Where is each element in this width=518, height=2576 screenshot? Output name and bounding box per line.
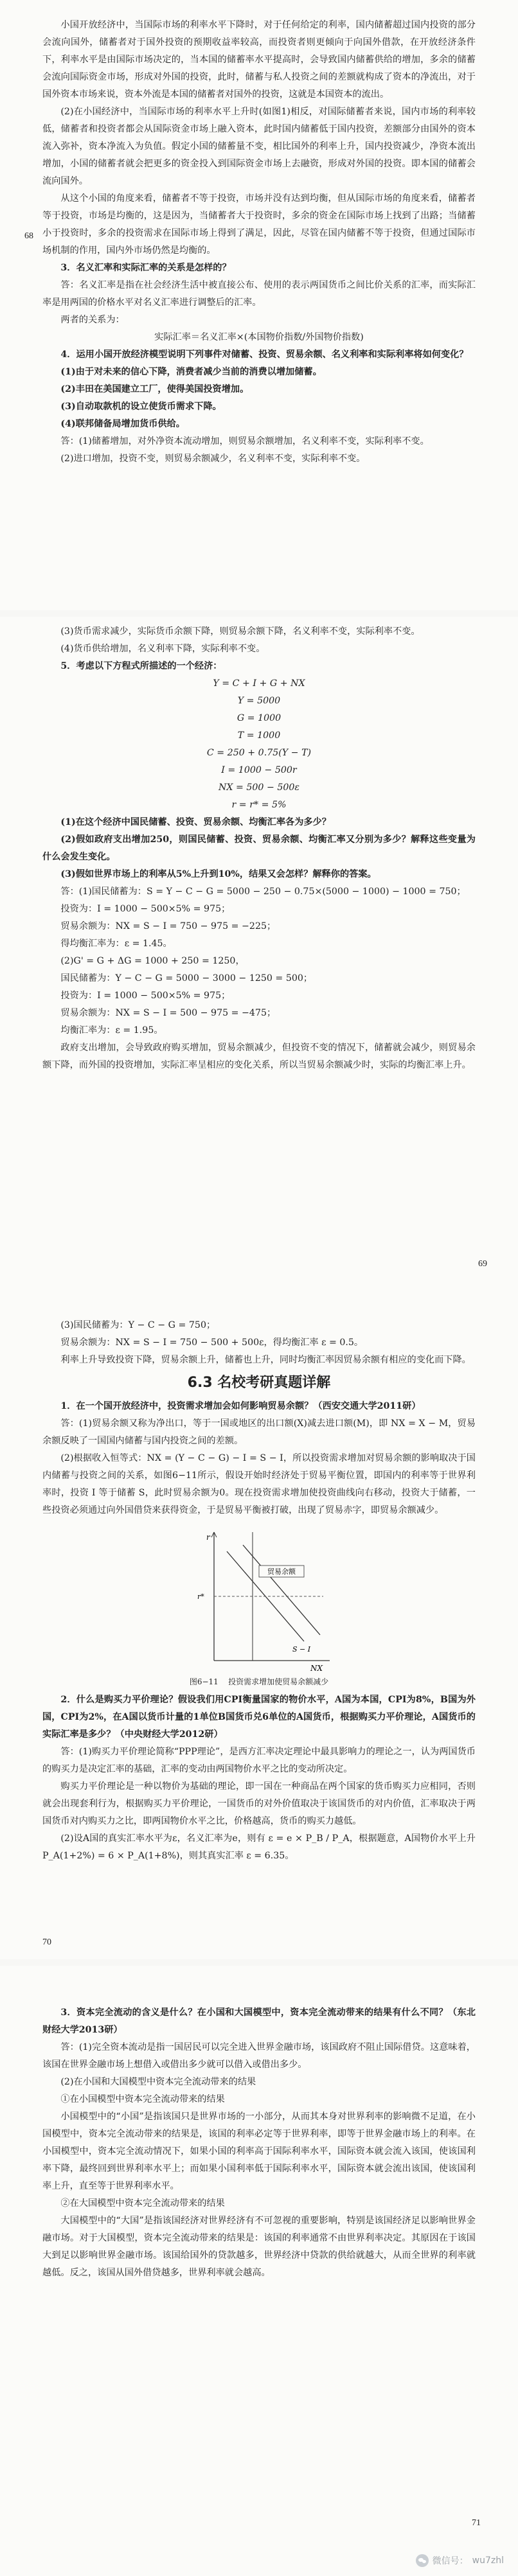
question-5-answer: 得均衡汇率为：ε = 1.45。 [60,939,172,949]
question-3-relation-intro: 两者的关系为： [60,315,125,325]
book-page-68 [0,0,518,610]
section-question-1-answer: (2)根据收入恒等式：NX = (Y − C − G) − I = S − I，所以投资需求增加对贸易余额的影响取决于国内储蓄与投资之间的关系，如图6−11所示，假设开始时经济处于贸易平衡位置，即国内的利率等于世界利率时，投资 I 等于储蓄 S，此时贸易余额为0。现在投资需求增加使投资曲线向右移动，投资大于储蓄，一些投资必须通过向外国借贷来获得资金，于是贸易平衡被打破，出现了贸易赤字，即贸易余额减少。 [42,1453,476,1515]
section-question-2-answer: (2)设A国的真实汇率水平为ε，名义汇率为e，则有 ε = e × P_B / P_A，根据题意，A国物价水平上升 P_A(1+2%) = 6 × P_A(1+8%)，则其真实汇率 ε = 6.35。 [42,1833,476,1861]
equation: G = 1000 [237,713,281,723]
page-number: 70 [42,1937,51,1947]
question-5-answer: (3)国民储蓄为：Y − C − G = 750； [60,1320,216,1330]
page-number: 68 [24,231,33,241]
wechat-icon [416,2554,429,2567]
trade-balance-figure [182,1526,336,1673]
section-question-3-title: 3．资本完全流动的含义是什么？在小国和大国模型中，资本完全流动带来的结果有什么不同？（东北财经大学2013研） [42,2007,476,2035]
figure-caption-text: 投资需求增加使贸易余额减少 [228,1677,329,1686]
question-5-answer: 投资为：I = 1000 − 500×5% = 975； [60,991,231,1001]
question-5-answer: 政府支出增加，会导致政府购买增加，贸易余额减少，但投资不变的情况下，储蓄就会减少，则贸易余额下降，而外国的投资增加，实际汇率呈相应的变化关系，所以当贸易余额减少时，实际的均衡汇率上升。 [42,1043,476,1070]
section-question-3-answer: ②在大国模型中资本完全流动带来的结果 [60,2198,225,2209]
question-5-answer: 国民储蓄为：Y − C − G = 5000 − 3000 − 1250 = 500； [60,973,313,984]
figure-caption [42,1676,476,1688]
question-4-answer: (2)进口增加，投资不变，则贸易余额减少，名义利率不变，实际利率不变。 [60,454,366,464]
paragraph: 小国开放经济中，当国际市场的利率水平下降时，对于任何给定的利率，国内储蓄超过国内投资的部分会流向国外，储蓄者对于国外投资的预期收益率较高，而投资者则更倾向于向国外借款，在开放经济条件下，利率水平是由国际市场决定的，当本国的储蓄率水平提高时，会导致国内储蓄供给的增加，多余的储蓄会流向国际资金市场，形成对外国的投资，此时，储蓄与私人投资之间的差额就构成了资本的净流出，对于国外资本市场来说，资本外流是本国的储蓄者对国外的投资，这就是本国资本的流出。 [42,20,476,100]
question-4-answer: (4)货币供给增加，名义利率下降，实际利率不变。 [60,644,265,654]
question-5-answer: 投资为：I = 1000 − 500×5% = 975； [60,904,231,914]
figure-number: 图6−11 [189,1677,219,1686]
section-question-1-title: 1．在一个国开放经济中，投资需求增加会如何影响贸易余额？（西安交通大学2011研） [60,1401,421,1411]
question-3-formula: 实际汇率＝名义汇率×(本国物价指数/外国物价指数) [154,332,364,342]
question-5-answer: 贸易余额为：NX = S − I = 500 − 975 = −475； [60,1008,276,1018]
section-question-3-answer: 答：(1)完全资本流动是指一国居民可以完全进入世界金融市场，该国政府不阻止国际借贷。这意味着，该国在世界金融市场上想借入或借出多少就可以借入或借出多少。 [42,2042,476,2070]
page-69-content [42,623,476,1074]
equation: r = r* = 5% [231,800,287,810]
watermark-prefix: 微信号： [432,2556,469,2566]
page-68-content [42,17,476,468]
section-question-1-answer: 答：(1)贸易余额又称为净出口，等于一国或地区的出口额(X)减去进口额(M)，即 NX = X − M，贸易余额反映了一国国内储蓄与国内投资之间的差额。 [42,1418,476,1446]
question-5-answer: 利率上升导致投资下降，贸易余额上升，储蓄也上升，同时均衡汇率因贸易余额有相应的变化而下降。 [60,1355,471,1365]
page-number: 69 [478,1259,487,1269]
question-5-answer: 贸易余额为：NX = S − I = 750 − 500 + 500ε，得均衡汇率 ε = 0.5。 [60,1337,364,1348]
question-5-sub: (1)在这个经济中国民储蓄、投资、贸易余额、均衡汇率各为多少？ [60,817,331,827]
book-page-71 [0,1966,518,2576]
x-axis-label: NX [310,1664,323,1673]
section-question-3-answer: 大国模型中的“大国”是指该国经济对世界经济有不可忽视的重要影响，特别是该国经济足以影响世界金融市场。对于大国模型，资本完全流动带来的结果是：该国的利率通常不由世界利率决定。其原因在于该国大到足以影响世界金融市场。该国给国外的贷款越多，世界经济中贷款的供给就越大，从而全世界的利率就越低。反之，该国从国外借贷越多，世界利率就会越高。 [42,2216,476,2278]
s-minus-i-label: S − I [292,1645,311,1654]
question-5-title: 5．考虑以下方程式所描述的一个经济： [60,661,222,671]
section-question-3-answer: ①在小国模型中资本完全流动带来的结果 [60,2094,225,2104]
question-3-title: 3．名义汇率和实际汇率的关系是怎样的？ [60,263,231,273]
equation: Y = C + I + G + NX [213,678,305,689]
section-question-2-answer: 购买力平价理论是一种以物价为基础的理论，即一国在一种商品在两个国家的货币购买力应相同，否则就会出现套利行为，根据购买力平价理论，一国货币的对外价值取决于该国货币的对内价值，汇率取决于两国货币对内购买力之比，即两国物价水平之比，价格越高，货币的购买力越低。 [42,1781,476,1826]
equation: I = 1000 − 500r [221,765,297,775]
equation: NX = 500 − 500ε [218,782,300,793]
question-3-answer: 答：名义汇率是指在社会经济生活中被直接公布、使用的表示两国货币之间比价关系的汇率，而实际汇率是用两国的价格水平对名义汇率进行调整后的汇率。 [42,280,476,308]
question-4-item: (2)丰田在美国建立工厂，使得美国投资增加。 [60,384,249,394]
question-4-item: (4)联邦储备局增加货币供给。 [60,419,185,429]
question-4-item: (1)由于对未来的信心下降，消费者减少当前的消费以增加储蓄。 [60,367,322,377]
world-rate-label: r* [197,1592,204,1601]
question-5-sub: (3)假如世界市场上的利率从5%上升到10%，结果又会怎样？解释你的答案。 [60,869,377,879]
section-question-2-title: 2．什么是购买力平价理论？假设我们用CPI衡量国家的物价水平，A国为本国，CPI为8%，B国为外国，CPI为2%，在A国以货币计量的1单位B国货币兑6单位的A国货币，根据购买力平价理论，A国货币的实际汇率是多少？（中央财经大学2012研） [42,1695,476,1740]
question-5-answer: (2)G' = G + ΔG = 1000 + 250 = 1250， [60,956,245,966]
section-question-3-answer: (2)在小国和大国模型中资本完全流动带来的结果 [60,2077,256,2087]
wechat-watermark [416,2554,504,2567]
question-5-answer: 均衡汇率为：ε = 1.95。 [60,1025,163,1036]
equation: T = 1000 [237,730,281,741]
question-4-item: (3)自动取款机的设立使货币需求下降。 [60,401,222,412]
trade-balance-diagram [182,1526,336,1673]
section-title: 6.3 名校考研真题详解 [187,1375,331,1391]
trade-balance-label: 贸易余额 [267,1567,296,1576]
question-4-answer: 答：(1)储蓄增加，对外净资本流动增加，则贸易余额增加，名义利率不变，实际利率不变。 [60,436,429,446]
y-axis-label: r [206,1533,210,1542]
s-minus-i-curve-shifted [243,1545,320,1635]
page-70-content [42,1317,476,1865]
book-page-69 [0,617,518,1291]
section-question-3-answer: 小国模型中的“小国”是指该国只是世界市场的一小部分，从而其本身对世界利率的影响微不足道，在小国模型中，资本完全流动带来的结果是，该国的利率必定等于世界利率，即等于世界金融市场上的利率。在小国模型中，资本完全流动情况下，如果小国的利率高于国际利率水平，国际资本就会流入该国，使该国利率下降，最终回到世界利率水平上；而如果小国利率低于国际利率水平，国际资本就会流出该国，使该国利率上升，直至等于世界利率水平。 [42,2112,476,2191]
question-5-sub: (2)假如政府支出增加250，则国民储蓄、投资、贸易余额、均衡汇率又分别为多少？解释这些变量为什么会发生变化。 [42,834,476,862]
page-number: 71 [472,2518,481,2528]
watermark-id: wu7zhl [472,2555,504,2566]
question-4-answer: (3)货币需求减少，实际货币余额下降，则贸易余额下降，名义利率不变，实际利率不变。 [60,626,420,637]
equation: C = 250 + 0.75(Y − T) [206,748,312,758]
question-4-title: 4．运用小国开放经济模型说明下列事件对储蓄、投资、贸易余额、名义利率和实际利率将如何变化？ [60,349,469,360]
section-question-2-answer: 答：(1)购买力平价理论简称“PPP理论”，是西方汇率决定理论中最具影响力的理论之一，认为两国货币的购买力是决定汇率的基础，汇率的变动由两国物价水平之比的变动所决定。 [42,1747,476,1774]
question-5-answer: 答：(1)国民储蓄为：S = Y − C − G = 5000 − 250 − 0.75×(5000 − 1000) − 1000 = 750； [60,887,466,897]
paragraph: (2)在小国经济中，当国际市场的利率水平上升时(如图1)相反，对国际储蓄者来说，国内市场的利率较低，储蓄者和投资者都会从国际资金市场上融入资本，此时国内储蓄低于国内投资，差额部分由国外的资本流入弥补，资本净流入为负值。假定小国的储蓄量不变，相比国外的利率上升，国内投资减少，净资本流出增加，小国的储蓄者就会把更多的资金投入到国际资金市场上去融资，形成对外国的投资。即本国的储蓄会流向国外。 [42,107,476,186]
question-5-answer: 贸易余额为：NX = S − I = 750 − 975 = −225； [60,921,276,931]
paragraph: 从这个小国的角度来看，储蓄者不等于投资，市场并没有达到均衡，但从国际市场的角度来看，储蓄者等于投资，市场是均衡的，这是因为，当储蓄者大于投资时，多余的资金在国际市场上找到了出路；当储蓄小于投资时，多余的投资需求在国际市场上得到了满足，因此，尽管在国内储蓄不等于投资，但通过国际市场机制的作用，国内外市场仍然是均衡的。 [42,193,476,256]
equation: Y = 5000 [237,696,281,706]
book-page-70 [0,1291,518,1959]
page-71-content [42,2004,476,2282]
